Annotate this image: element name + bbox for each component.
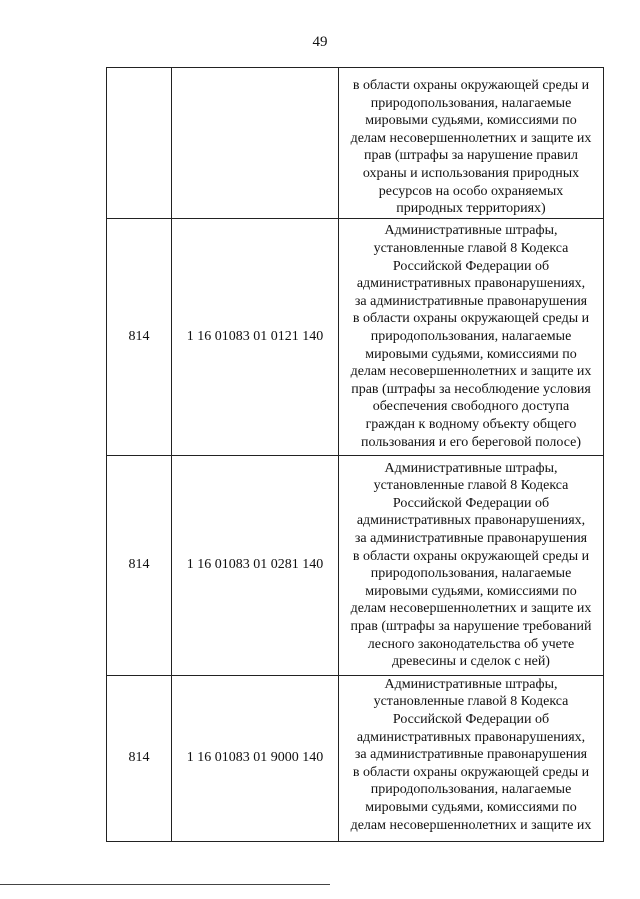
description-line: в области охраны окружающей среды и [352, 548, 590, 564]
description-line: в области охраны окружающей среды и [352, 764, 590, 780]
description-line: в области охраны окружающей среды и [352, 311, 590, 327]
kbk-code-cell: 1 16 01083 01 0281 140 [172, 455, 339, 675]
description-line: за административные правонарушения [354, 747, 588, 763]
admin-code-cell: 814 [107, 218, 172, 455]
table-row [107, 218, 604, 455]
description-line: за административные правонарушения [354, 531, 588, 547]
description-line: административных правонарушениях, [356, 276, 586, 292]
description-line: граждан к водному объекту общего [365, 416, 577, 432]
description-line: установленные главой 8 Кодекса [373, 694, 569, 710]
kbk-code-cell: 1 16 01083 01 9000 140 [172, 675, 339, 841]
description-line: Российской Федерации об [392, 495, 550, 511]
description-line: природных территориях) [396, 201, 546, 217]
description-line: Административные штрафы, [384, 676, 558, 692]
description-line: мировыми судьями, комиссиями по [365, 346, 577, 362]
description-line: древесины и сделок с ней) [392, 654, 550, 670]
description-line: природопользования, налагаемые [370, 566, 572, 582]
description-line: обеспечения свободного доступа [372, 399, 570, 415]
description-line: за административные правонарушения [354, 293, 588, 309]
description-line: делам несовершеннолетних и защите их [350, 364, 592, 380]
admin-code-cell: 814 [107, 675, 172, 841]
description-line: административных правонарушениях, [356, 729, 586, 745]
description-line: прав (штрафы за нарушение правил [364, 148, 578, 164]
bottom-rule [0, 884, 330, 885]
description-line: Российской Федерации об [392, 711, 550, 727]
description-line: пользования и его береговой полосе) [361, 434, 581, 450]
description-line: охраны и использования природных [362, 165, 580, 181]
description-line: мировыми судьями, комиссиями по [365, 799, 577, 815]
description-cell [339, 675, 604, 841]
kbk-code-cell [172, 68, 339, 219]
description-line: установленные главой 8 Кодекса [373, 240, 569, 256]
table-row [107, 675, 604, 841]
description-line: ресурсов на особо охраняемых [378, 183, 564, 199]
description-line: мировыми судьями, комиссиями по [365, 113, 577, 129]
page-number: 49 [312, 34, 328, 50]
description-line: Административные штрафы, [384, 460, 558, 476]
table-row [107, 455, 604, 675]
description-line: установленные главой 8 Кодекса [373, 478, 569, 494]
description-line: делам несовершеннолетних и защите их [350, 601, 592, 617]
description-line: мировыми судьями, комиссиями по [365, 583, 577, 599]
description-line: делам несовершеннолетних и защите их [350, 130, 592, 146]
description-line: административных правонарушениях, [356, 513, 586, 529]
description-line: Административные штрафы, [384, 223, 558, 239]
kbk-code-cell: 1 16 01083 01 0121 140 [172, 218, 339, 455]
description-cell [339, 455, 604, 675]
admin-code-cell [107, 68, 172, 219]
description-line: лесного законодательства об учете [367, 636, 575, 652]
description-line: делам несовершеннолетних и защите их [350, 817, 592, 833]
description-line: прав (штрафы за нарушение требований [350, 619, 592, 635]
description-cell [339, 218, 604, 455]
admin-code-cell: 814 [107, 455, 172, 675]
description-line: Российской Федерации об [392, 258, 550, 274]
table-row [107, 68, 604, 219]
description-line: природопользования, налагаемые [370, 95, 572, 111]
description-cell [339, 68, 604, 219]
description-line: природопользования, налагаемые [370, 328, 572, 344]
description-line: природопользования, налагаемые [370, 782, 572, 798]
budget-codes-table [106, 67, 604, 842]
description-line: в области охраны окружающей среды и [352, 78, 590, 93]
description-line: прав (штрафы за несоблюдение условия [351, 381, 591, 397]
